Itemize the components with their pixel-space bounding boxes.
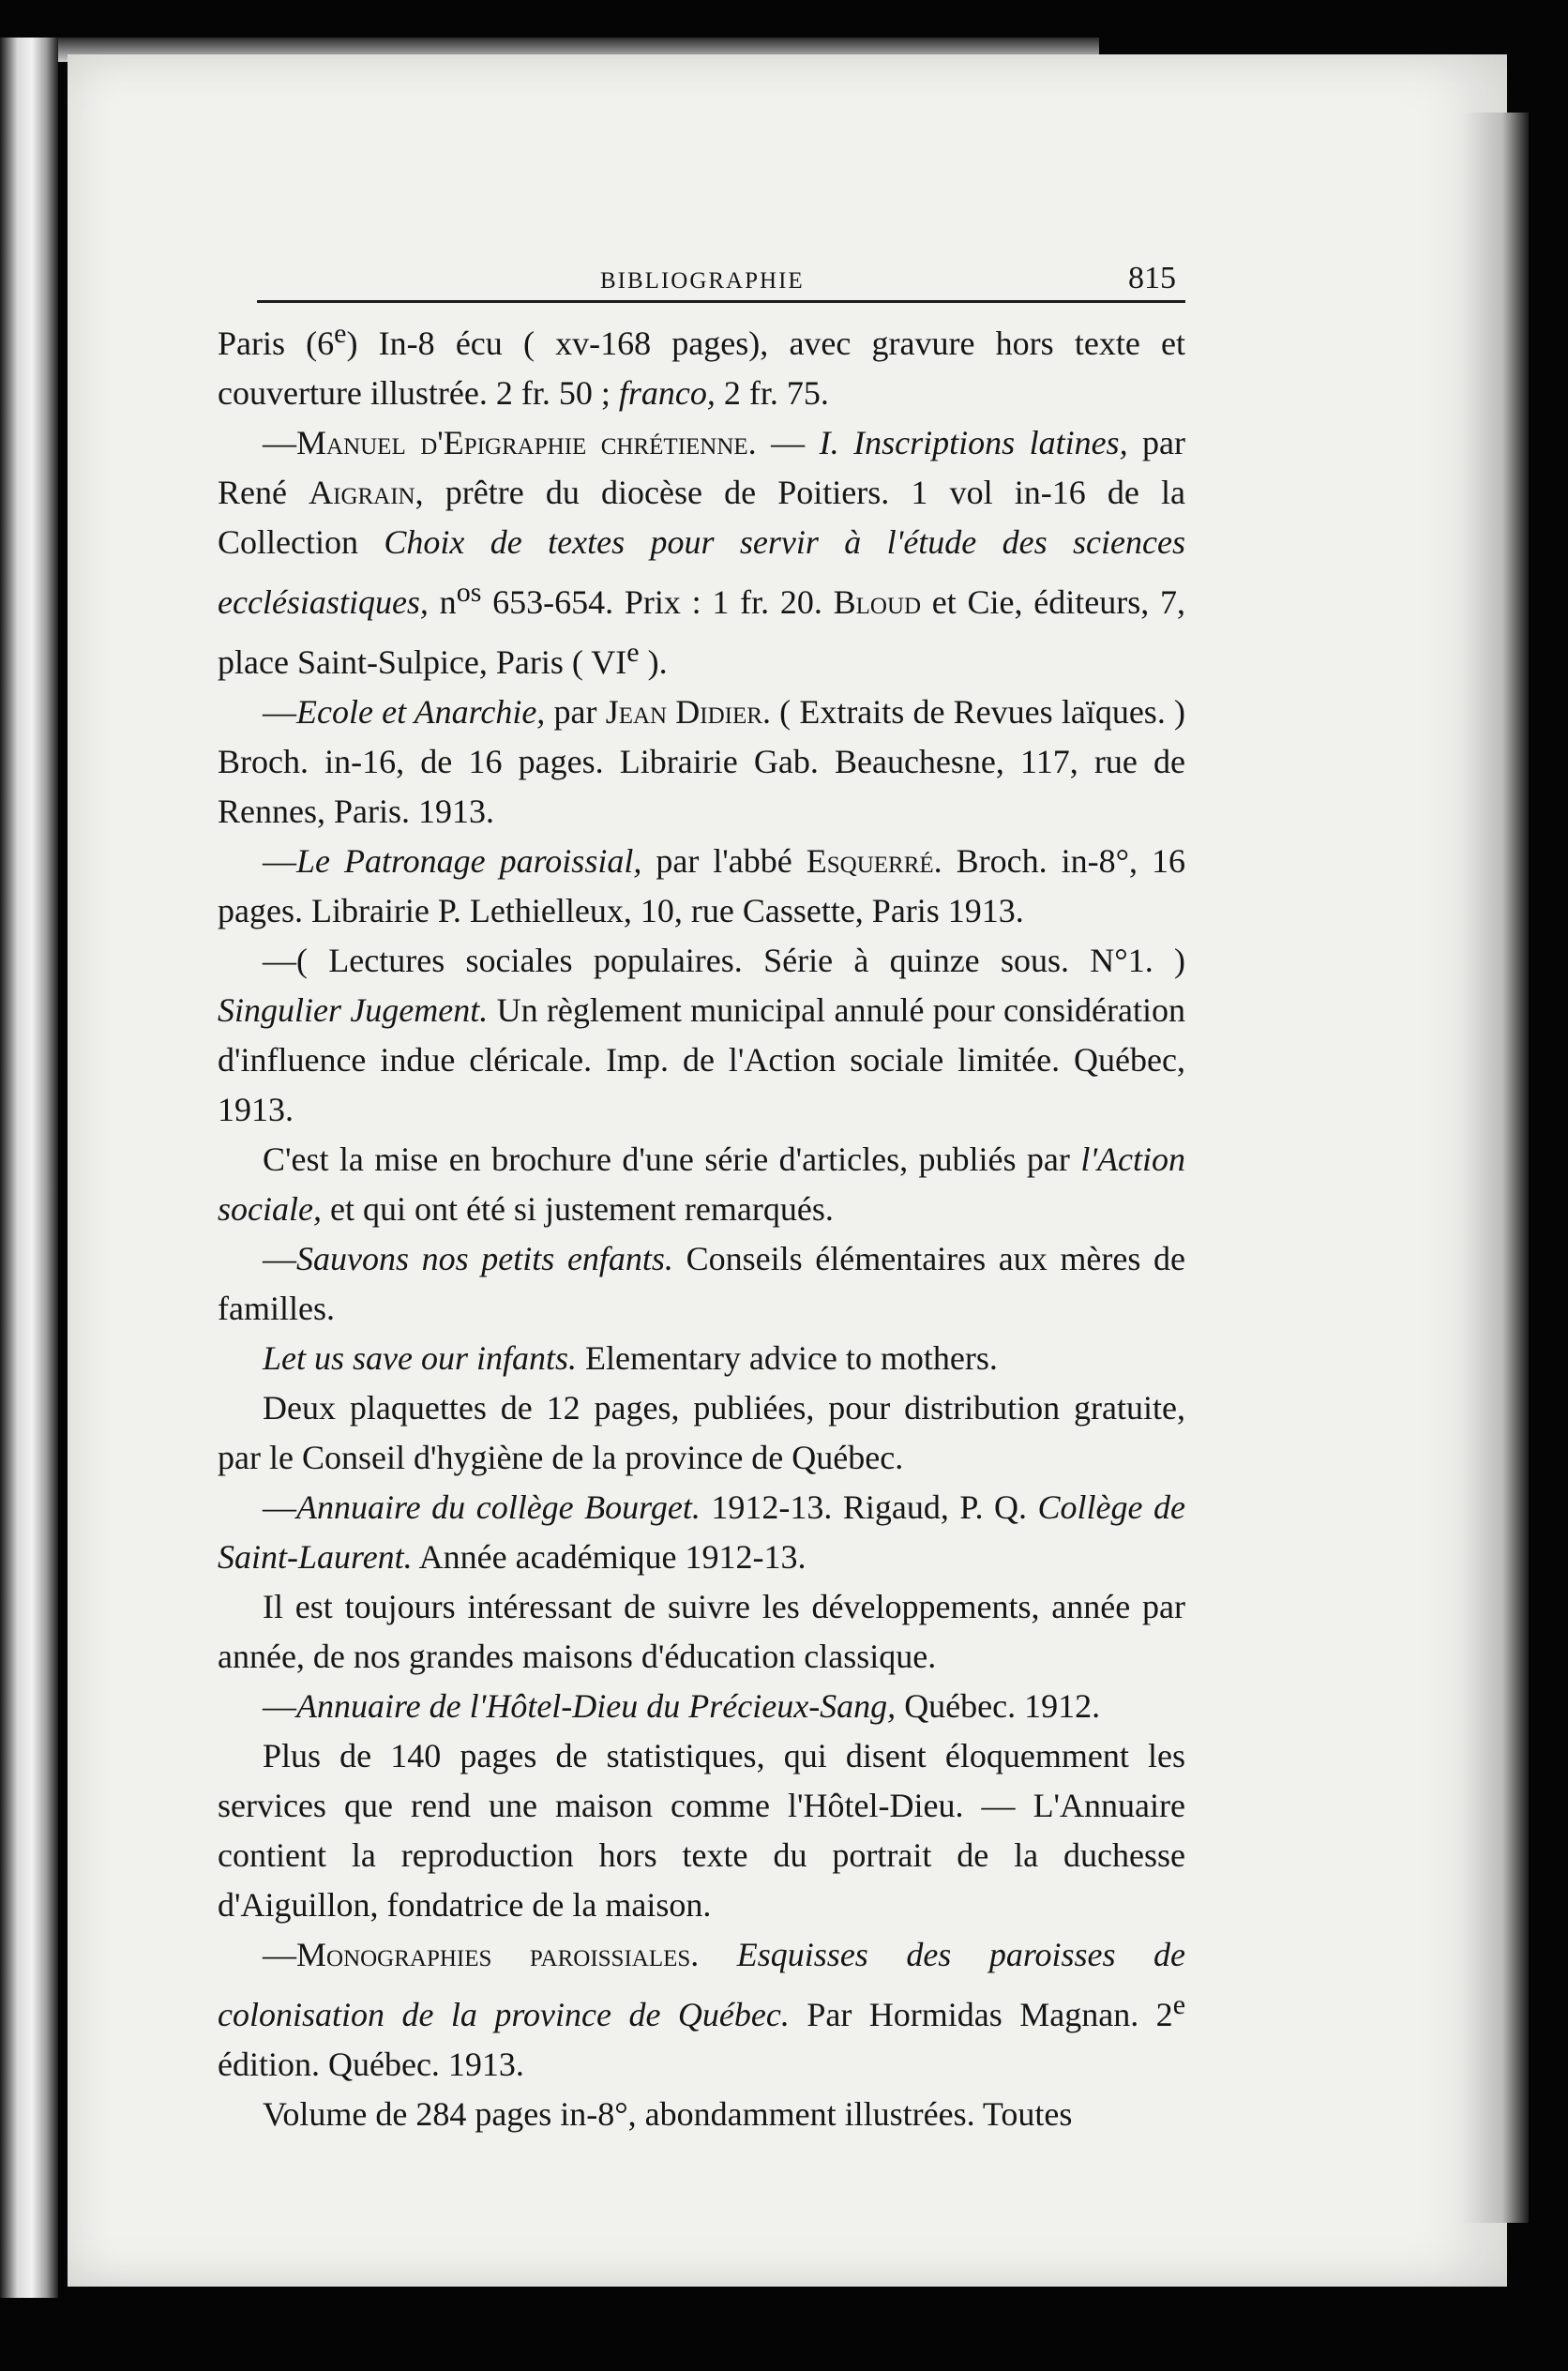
small-caps-text: Jean Didier [605, 693, 762, 731]
paragraph [218, 687, 1185, 837]
text-run: — [263, 1240, 296, 1277]
text-run: — [263, 693, 296, 731]
text-run: — [263, 842, 296, 880]
text-run: et qui ont été si justement remarqués. [321, 1190, 834, 1228]
paragraph [218, 418, 1185, 687]
italic-title: l'Action sociale, [218, 1140, 1185, 1228]
running-head-title: BIBLIOGRAPHIE [600, 268, 805, 294]
body-text [218, 309, 1185, 2139]
paragraph [218, 2090, 1185, 2139]
text-run: Plus de 140 pages de statistiques, qui disent éloquemment les services que rend une maison comme l'Hôtel-Dieu. — L'Annuaire contient la reproduction hors texte du portrait de la duchesse d'Aiguillon, fondatrice de la maison. [218, 1737, 1185, 1924]
text-run: — [263, 424, 296, 461]
paragraph [218, 1383, 1185, 1483]
italic-title: Esquisses des paroisses de colonisation de la province de Québec. [218, 1936, 1185, 2033]
superscript: e [1172, 1989, 1186, 2020]
text-run: ) In-8 écu ( xv-168 pages), avec gravure hors texte et couverture illustrée. 2 fr. 50 ; [218, 325, 1185, 412]
text-run: par l'abbé [641, 842, 807, 880]
text-run: n [428, 583, 457, 621]
page-number: 815 [1128, 261, 1176, 295]
paragraph [218, 1930, 1185, 2090]
italic-title: Collège de Saint-Laurent. [218, 1488, 1185, 1576]
small-caps-text: Esquerré [806, 842, 934, 880]
text-run: Québec. 1912. [896, 1687, 1101, 1725]
paragraph [218, 936, 1185, 1135]
superscript: e [626, 637, 640, 668]
paragraph [218, 1582, 1185, 1682]
text-run: . [690, 1936, 737, 1973]
running-head [218, 253, 1185, 294]
text-run: 2 fr. 75. [715, 374, 829, 412]
text-run: Un règlement municipal annulé pour considération d'influence indue cléricale. Imp. de l'Action sociale limitée. Québec, 1913. [218, 991, 1186, 1128]
small-caps-text: Monographies paroissiales [296, 1936, 691, 1973]
page-stack-edge [1463, 113, 1529, 2223]
italic-title: Let us save our infants. [263, 1339, 578, 1377]
previous-page-edge [0, 38, 58, 2298]
text-run: — [263, 1936, 296, 1973]
text-run: et Cie, éditeurs, 7, place Saint-Sulpice, Paris ( VI [218, 583, 1185, 681]
italic-title: I. Inscriptions latines, [819, 424, 1128, 461]
text-run: par [545, 693, 606, 731]
text-run: édition. Québec. 1913. [218, 2046, 524, 2083]
text-run: C'est la mise en brochure d'une série d'articles, publiés par [263, 1140, 1081, 1178]
paragraph [218, 309, 1185, 418]
italic-title: Choix de textes pour servir à l'étude des sciences ecclésiastiques, [218, 523, 1185, 621]
italic-title: Ecole et Anarchie, [296, 693, 546, 731]
paragraph [218, 1731, 1185, 1930]
paragraph [218, 1234, 1185, 1334]
paragraph [218, 837, 1185, 936]
italic-title: franco, [618, 374, 716, 412]
small-caps-text: Manuel d'Epigraphie chrétienne. [296, 424, 757, 461]
text-run: Deux plaquettes de 12 pages, publiées, pour distribution gratuite, par le Conseil d'hygiène de la province de Québec. [218, 1389, 1185, 1476]
small-caps-text: Aigrain [309, 474, 415, 511]
superscript: os [456, 577, 482, 608]
superscript: e [334, 318, 347, 349]
italic-title: Sauvons nos petits enfants. [296, 1240, 673, 1277]
text-run: Il est toujours intéressant de suivre les développements, année par année, de nos grandes maisons d'éducation classique. [218, 1588, 1185, 1675]
text-run: Volume de 284 pages in-8°, abondamment illustrées. Toutes [263, 2095, 1073, 2133]
paragraph [218, 1483, 1185, 1582]
text-run: , prêtre du diocèse de Poitiers. 1 vol in-16 de la Collection [218, 474, 1185, 561]
text-run: Année académique 1912-13. [412, 1538, 807, 1576]
small-caps-text: Bloud [833, 583, 922, 621]
paragraph [218, 1682, 1185, 1731]
text-run: — [263, 1687, 296, 1725]
page-text [218, 253, 1185, 2139]
text-run: Conseils élémentaires aux mères de familles. [218, 1240, 1186, 1327]
text-run: . Broch. in-8°, 16 pages. Librairie P. Lethielleux, 10, rue Cassette, Paris 1913. [218, 842, 1186, 929]
text-run: 653-654. Prix : 1 fr. 20. [481, 583, 834, 621]
text-run: Paris (6 [218, 325, 335, 362]
text-run: — [756, 424, 820, 461]
text-run: — [263, 1488, 296, 1526]
italic-title: Le Patronage paroissial, [296, 842, 642, 880]
text-run: 1912-13. Rigaud, P. Q. [700, 1488, 1038, 1526]
italic-title: Annuaire du collège Bourget. [296, 1488, 701, 1526]
italic-title: Singulier Jugement. [218, 991, 489, 1029]
paragraph [218, 1334, 1185, 1383]
text-run: Par Hormidas Magnan. 2 [789, 1996, 1173, 2033]
text-run: ). [639, 643, 668, 681]
italic-title: Annuaire de l'Hôtel-Dieu du Précieux-Sang, [296, 1687, 897, 1725]
text-run: par René [218, 424, 1186, 511]
text-run: . ( Extraits de Revues laïques. ) Broch. in-16, de 16 pages. Librairie Gab. Beauchesne, 117, rue de Rennes, Paris. 1913. [218, 693, 1186, 830]
text-run: —( Lectures sociales populaires. Série à quinze sous. N°1. ) [263, 942, 1185, 979]
text-run: Elementary advice to mothers. [577, 1339, 998, 1377]
paragraph [218, 1135, 1185, 1234]
